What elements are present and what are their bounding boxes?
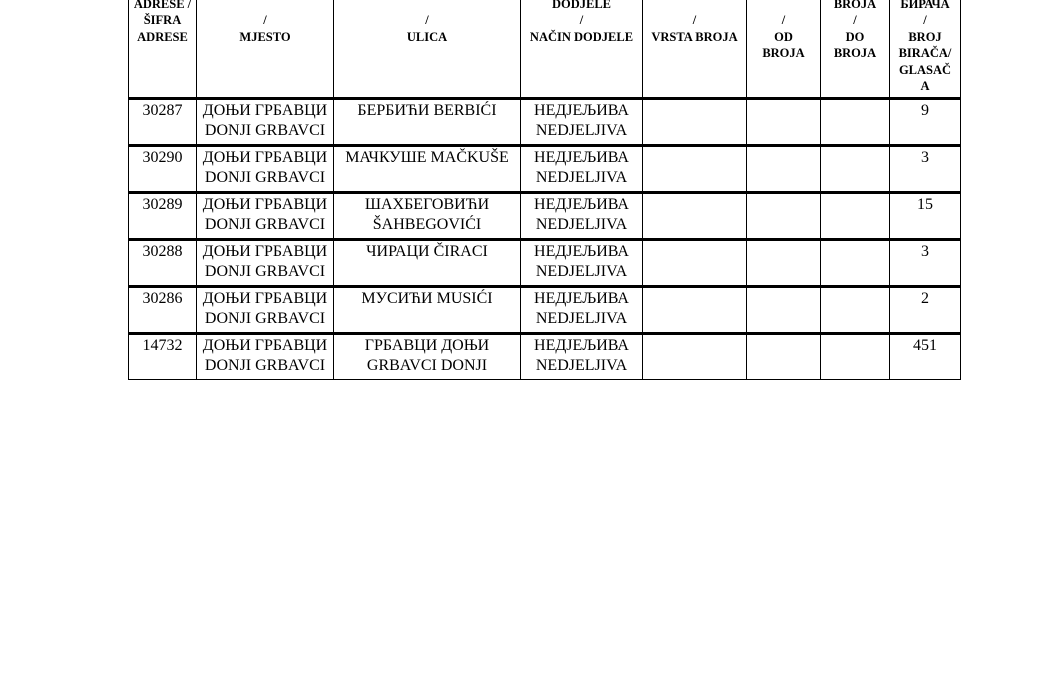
header-line: DO [845,29,865,44]
table-row [129,240,961,287]
header-line: BROJA [762,46,805,60]
cell-mjesto-text: DONJI GRBAVCI [204,357,326,374]
cell-nacin-dodjele-text: NEDJELJIVA [535,310,628,327]
cell-mjesto [197,287,334,334]
cell-vrsta-broja [643,334,747,380]
cell-ulica-text: ШАХБЕГОВИЋИ [364,196,490,213]
cell-od-broja [747,99,821,146]
cell-ulica-text: МУСИЋИ MUSIĆI [361,290,493,307]
cell-broj-biraca-text: 3 [921,149,929,166]
cell-vrsta-broja [643,193,747,240]
table-row [129,334,961,380]
cell-broj-biraca [890,287,961,334]
cell-od-broja [747,287,821,334]
table-row [129,287,961,334]
table-row [129,99,961,146]
cell-vrsta-broja [643,146,747,193]
header-line: / [579,13,584,27]
cell-sifra-text: 30286 [142,290,183,307]
cell-ulica [334,240,521,287]
cell-ulica [334,334,521,380]
header-line: BROJ [908,29,942,44]
header-line [643,0,746,12]
header-line: VRSTA BROJA [651,29,738,44]
header-line [197,0,333,12]
header-sifra-adrese [129,0,197,99]
cell-nacin-dodjele [521,99,643,146]
cell-sifra [129,146,197,193]
header-nacin-dodjele [521,0,643,99]
table-row [129,146,961,193]
header-line: / [781,13,786,27]
header-line: BIRAČA/ [898,46,952,60]
cell-nacin-dodjele-text: НЕДЈЕЉИВА [534,243,629,260]
header-line: OD [774,29,793,44]
cell-od-broja [747,146,821,193]
cell-mjesto-text: ДОЊИ ГРБАВЦИ [202,290,328,307]
cell-mjesto [197,240,334,287]
header-line: / [923,13,927,27]
cell-mjesto [197,146,334,193]
cell-ulica-text: БЕРБИЋИ BERBIĆI [357,102,497,119]
cell-od-broja [747,193,821,240]
header-line: A [920,79,930,93]
header-line: BROJA [833,46,877,60]
cell-sifra-text: 30290 [142,149,183,166]
cell-nacin-dodjele-text: NEDJELJIVA [535,216,628,233]
cell-sifra [129,99,197,146]
cell-mjesto-text: ДОЊИ ГРБАВЦИ [202,102,328,119]
header-ulica [334,0,521,99]
header-line: ULICA [406,29,448,44]
header-line: GLASAČ [898,62,952,77]
cell-vrsta-broja [643,99,747,146]
cell-broj-biraca [890,146,961,193]
cell-ulica-text: МАЧКУШЕ MAČKUŠE [345,149,509,166]
header-line [334,0,520,12]
cell-do-broja [821,99,890,146]
cell-nacin-dodjele-text: NEDJELJIVA [535,263,628,280]
cell-sifra-text: 30288 [142,243,183,260]
header-line: БИРАЧА [900,0,950,11]
cell-sifra [129,287,197,334]
cell-nacin-dodjele-text: НЕДЈЕЉИВА [534,337,629,354]
cell-vrsta-broja [643,240,747,287]
cell-broj-biraca [890,193,961,240]
cell-nacin-dodjele [521,193,643,240]
header-line: BROJA [833,0,877,11]
cell-sifra [129,193,197,240]
header-line: NAČIN DODJELE [529,29,634,44]
cell-nacin-dodjele [521,287,643,334]
cell-vrsta-broja [643,287,747,334]
cell-sifra-text: 30287 [142,102,183,119]
cell-nacin-dodjele-text: НЕДЈЕЉИВА [534,196,629,213]
cell-od-broja [747,334,821,380]
header-line: ŠIFRA [143,13,182,27]
cell-mjesto-text: ДОЊИ ГРБАВЦИ [202,149,328,166]
cell-do-broja [821,334,890,380]
header-line: ADRESE / [133,0,192,11]
cell-mjesto-text: DONJI GRBAVCI [204,263,326,280]
cell-nacin-dodjele-text: NEDJELJIVA [535,122,628,139]
cell-mjesto-text: DONJI GRBAVCI [204,122,326,139]
table-body [129,99,961,380]
header-line: ADRESE [137,29,188,44]
cell-nacin-dodjele [521,334,643,380]
header-row [129,0,961,99]
table-header [129,0,961,99]
cell-broj-biraca-text: 15 [917,196,933,213]
cell-broj-biraca-text: 3 [921,243,929,260]
cell-mjesto-text: DONJI GRBAVCI [204,169,326,186]
cell-mjesto [197,99,334,146]
header-line: DODJELE [551,0,612,11]
cell-ulica [334,99,521,146]
cell-mjesto [197,193,334,240]
cell-sifra [129,334,197,380]
cell-mjesto-text: ДОЊИ ГРБАВЦИ [202,243,328,260]
cell-broj-biraca-text: 9 [921,102,929,119]
cell-mjesto [197,334,334,380]
cell-od-broja [747,240,821,287]
cell-ulica-text: ŠAHBEGOVIĆI [372,216,482,233]
address-table [128,0,961,380]
cell-ulica [334,287,521,334]
cell-do-broja [821,193,890,240]
cell-do-broja [821,240,890,287]
cell-mjesto-text: DONJI GRBAVCI [204,216,326,233]
header-do-broja [821,0,890,99]
cell-do-broja [821,146,890,193]
header-line: MJESTO [239,29,291,44]
cell-ulica-text: ГРБАВЦИ ДОЊИ [364,337,490,354]
cell-sifra [129,240,197,287]
cell-broj-biraca-text: 451 [913,337,937,354]
cell-broj-biraca [890,240,961,287]
cell-mjesto-text: ДОЊИ ГРБАВЦИ [202,337,328,354]
cell-nacin-dodjele-text: НЕДЈЕЉИВА [534,102,629,119]
cell-sifra-text: 14732 [142,337,183,354]
cell-do-broja [821,287,890,334]
cell-nacin-dodjele-text: NEDJELJIVA [535,357,628,374]
cell-nacin-dodjele-text: НЕДЈЕЉИВА [534,290,629,307]
table-row [129,193,961,240]
header-line: / [853,13,857,27]
header-od-broja [747,0,821,99]
header-vrsta-broja [643,0,747,99]
cell-broj-biraca-text: 2 [921,290,929,307]
cell-ulica [334,146,521,193]
cell-broj-biraca [890,99,961,146]
header-mjesto [197,0,334,99]
header-line: / [692,13,697,27]
cell-ulica-text: GRBAVCI DONJI [366,357,488,374]
cell-broj-biraca [890,334,961,380]
cell-ulica [334,193,521,240]
cell-mjesto-text: DONJI GRBAVCI [204,310,326,327]
header-line [747,0,820,12]
cell-sifra-text: 30289 [142,196,183,213]
header-line: / [263,13,267,27]
header-broj-biraca [890,0,961,99]
cell-ulica-text: ЧИРАЦИ ČIRACI [366,243,488,260]
cell-nacin-dodjele [521,240,643,287]
cell-mjesto-text: ДОЊИ ГРБАВЦИ [202,196,328,213]
cell-nacin-dodjele-text: NEDJELJIVA [535,169,628,186]
header-line: / [425,13,429,27]
cell-nacin-dodjele-text: НЕДЈЕЉИВА [534,149,629,166]
cell-nacin-dodjele [521,146,643,193]
